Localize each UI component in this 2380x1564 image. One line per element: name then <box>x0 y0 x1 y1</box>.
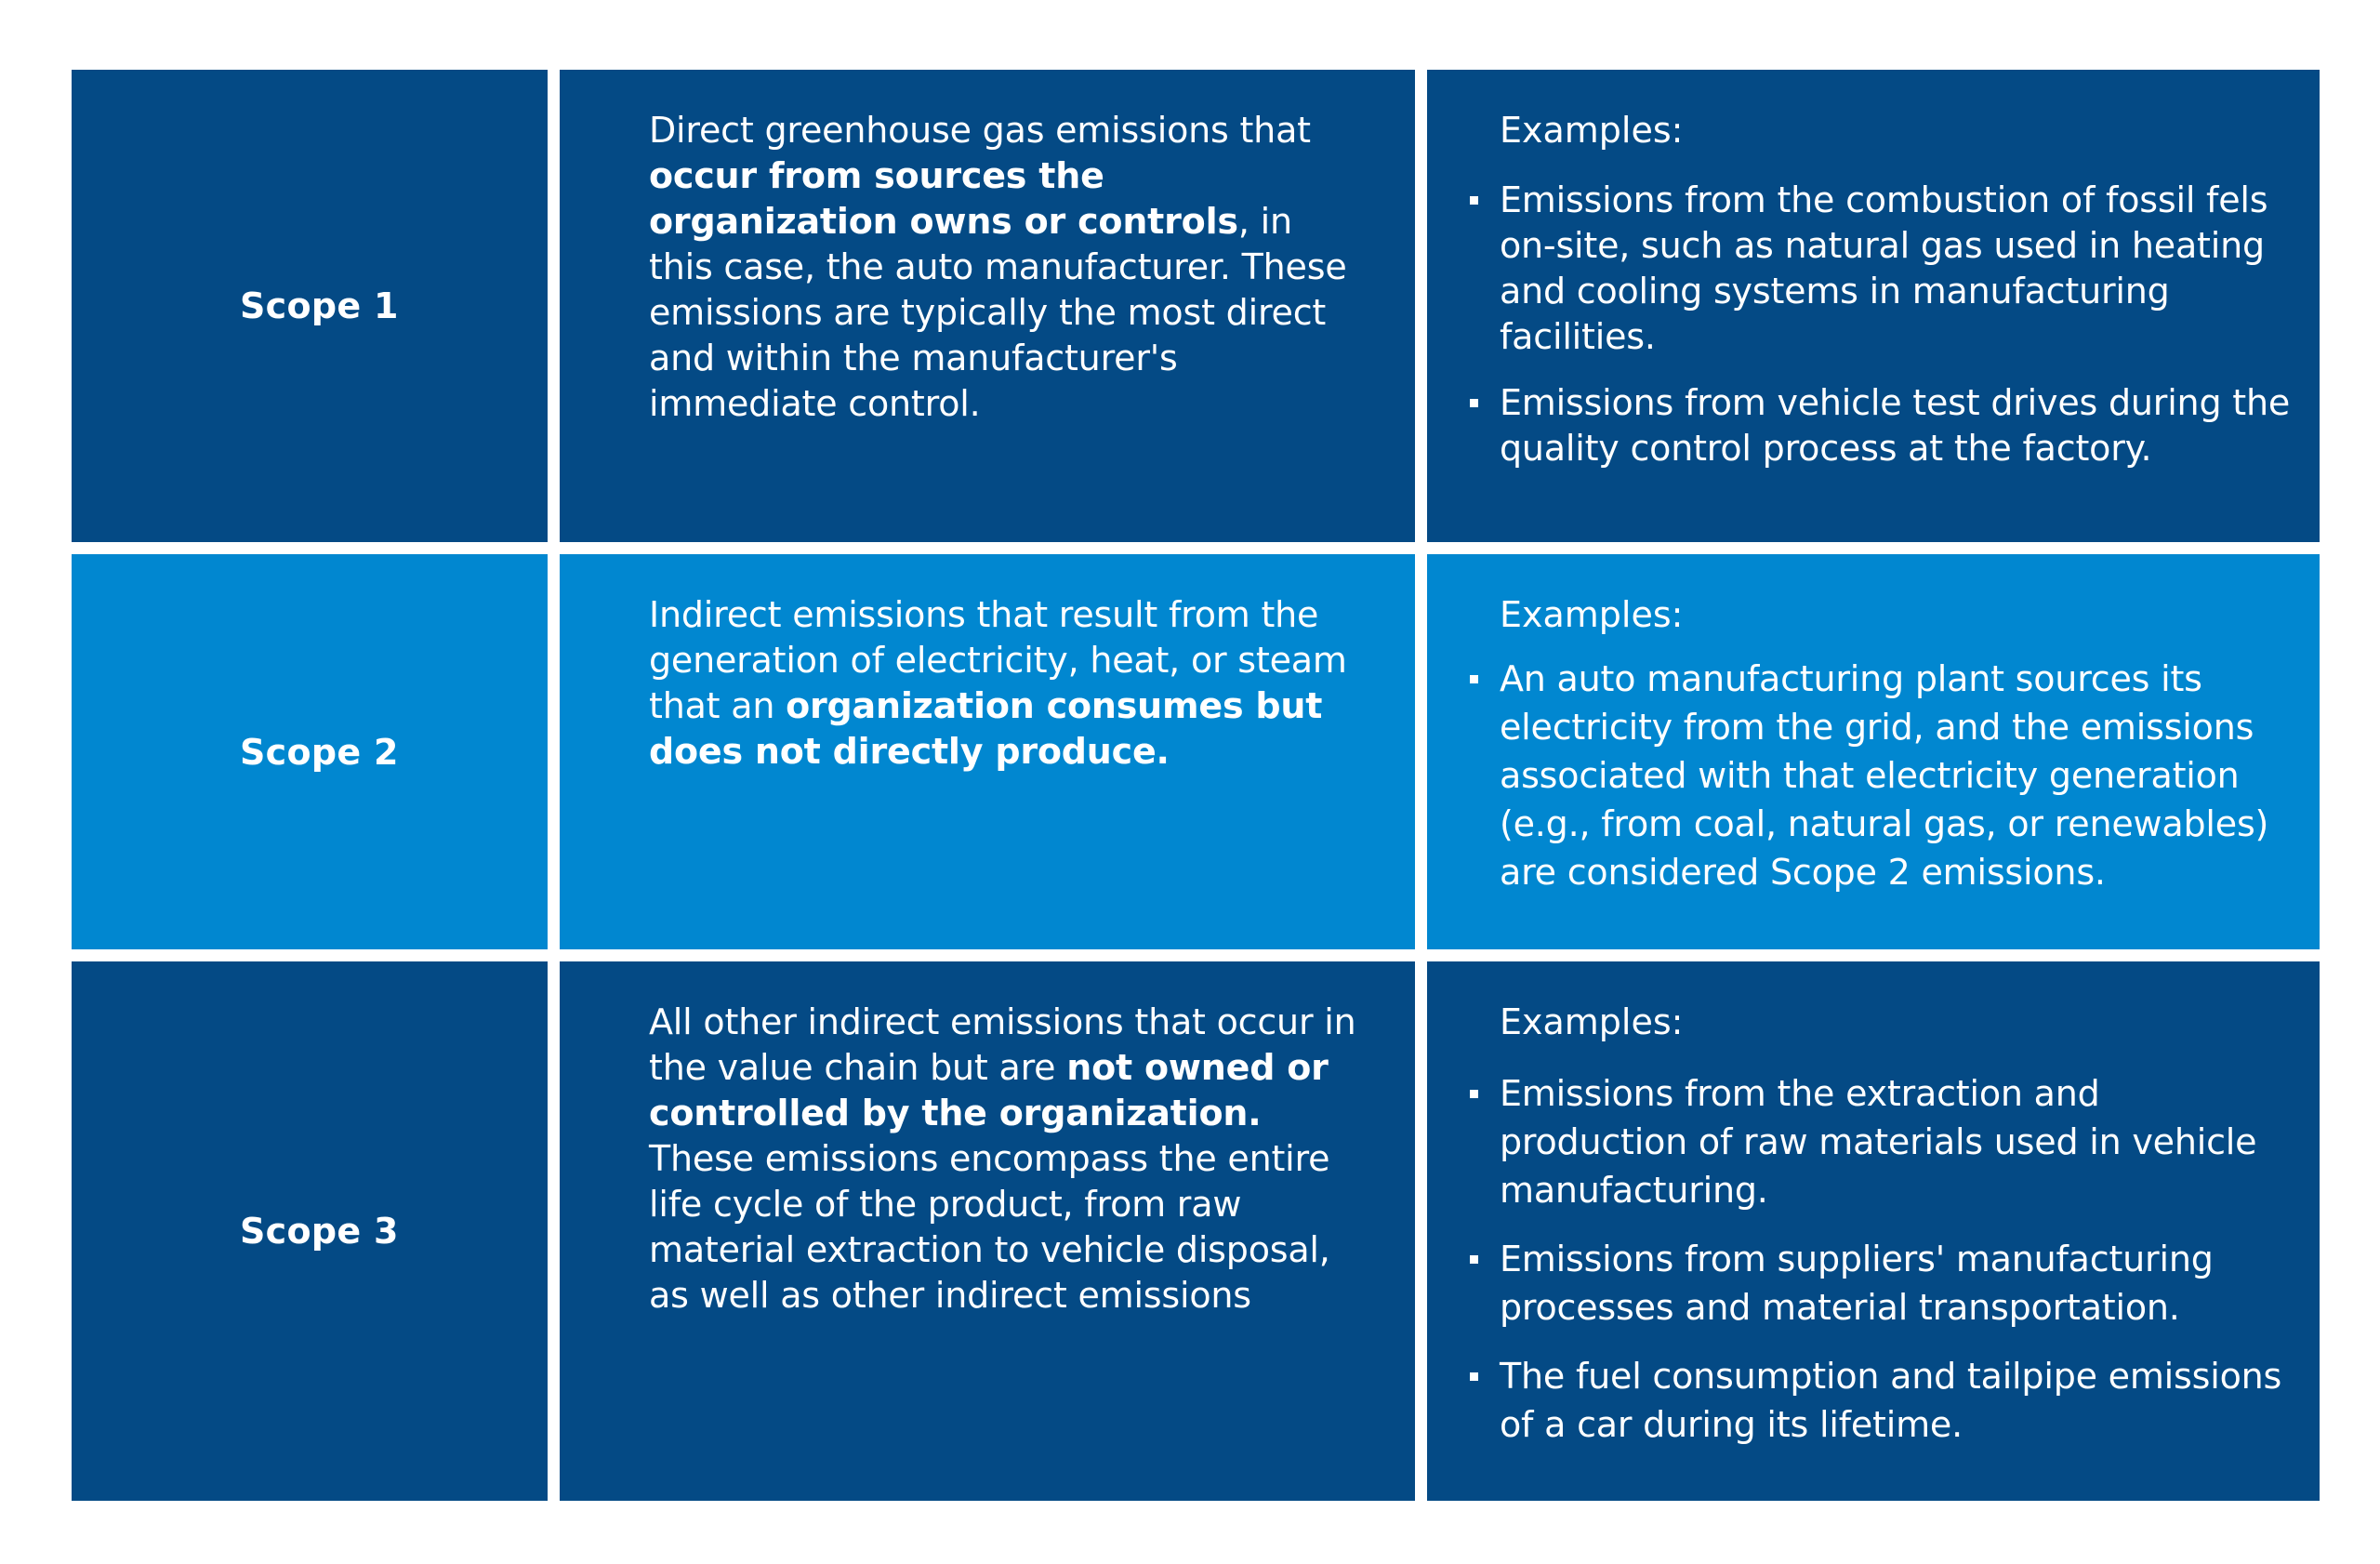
scope-3-description-part: All other indirect emissions that occur in the value chain but are <box>649 1001 1356 1088</box>
scope-2-examples-list <box>1500 655 2292 896</box>
scope-table <box>72 70 2320 1501</box>
list-item <box>1500 1235 2292 1332</box>
scope-3-examples-list <box>1500 1069 2292 1449</box>
scope-2-cell <box>72 554 548 949</box>
square-bullet-icon <box>1470 1090 1478 1098</box>
scope-2-description-cell <box>560 554 1415 949</box>
scope-3-description-cell <box>560 961 1415 1501</box>
scope-1-examples-heading: Examples: <box>1500 110 1684 151</box>
square-bullet-icon <box>1470 1372 1478 1381</box>
example-text: Emissions from vehicle test drives during the quality control process at the factory. <box>1500 382 2291 469</box>
example-text: Emissions from the combustion of fossil fels on-site, such as natural gas used in heating and cooling systems in manufacturing facilities. <box>1500 179 2268 357</box>
scope-3-label: Scope 3 <box>240 1211 399 1252</box>
scope-2-examples-cell <box>1427 554 2320 949</box>
scope-2-label: Scope 2 <box>240 731 399 773</box>
scope-1-description-cell <box>560 70 1415 542</box>
example-text: Emissions from the extraction and production of raw materials used in vehicle manufacturing. <box>1500 1073 2257 1211</box>
list-item <box>1500 1069 2292 1214</box>
example-text: The fuel consumption and tailpipe emissions of a car during its lifetime. <box>1500 1356 2282 1445</box>
scope-1-cell <box>72 70 548 542</box>
list-item <box>1500 380 2292 471</box>
square-bullet-icon <box>1470 196 1478 205</box>
square-bullet-icon <box>1470 675 1478 683</box>
scope-1-examples-list <box>1500 178 2292 471</box>
scope-1-description-emphasis: occur from sources the organization owns or controls <box>649 155 1238 242</box>
example-text: Emissions from suppliers' manufacturing processes and material transportation. <box>1500 1239 2214 1328</box>
square-bullet-icon <box>1470 399 1478 407</box>
list-item <box>1500 655 2292 896</box>
scope-3-examples-cell <box>1427 961 2320 1501</box>
scope-1-examples-cell <box>1427 70 2320 542</box>
scope-3-description-emphasis: not owned or controlled by the organization. <box>649 1047 1329 1133</box>
list-item <box>1500 1352 2292 1449</box>
example-text: An auto manufacturing plant sources its electricity from the grid, and the emissions associated with that electricity generation (e.g., from coal, natural gas, or renewables) are considered Scope 2 emissions. <box>1500 658 2269 893</box>
scope-1-description-part: Direct greenhouse gas emissions that <box>649 110 1311 151</box>
scope-3-description-part: These emissions encompass the entire life cycle of the product, from raw material extraction to vehicle disposal, as well as other indirect emissions <box>649 1138 1330 1316</box>
scope-3-cell <box>72 961 548 1501</box>
scope-2-description-emphasis: organization consumes but does not directly produce. <box>649 685 1323 772</box>
scope-1-description <box>649 108 1359 427</box>
scope-2-description-part: Indirect emissions that result from the generation of electricity, heat, or steam that an <box>649 594 1347 726</box>
scope-1-label: Scope 1 <box>240 285 399 326</box>
scope-1-description-part: , in this case, the auto manufacturer. These emissions are typically the most direct and within the manufacturer's immediate control. <box>649 201 1347 424</box>
scope-2-description <box>649 592 1359 775</box>
scope-3-description <box>649 1000 1359 1319</box>
square-bullet-icon <box>1470 1255 1478 1264</box>
scope-2-examples-heading: Examples: <box>1500 594 1684 635</box>
list-item <box>1500 178 2292 360</box>
scope-3-examples-heading: Examples: <box>1500 1001 1684 1042</box>
